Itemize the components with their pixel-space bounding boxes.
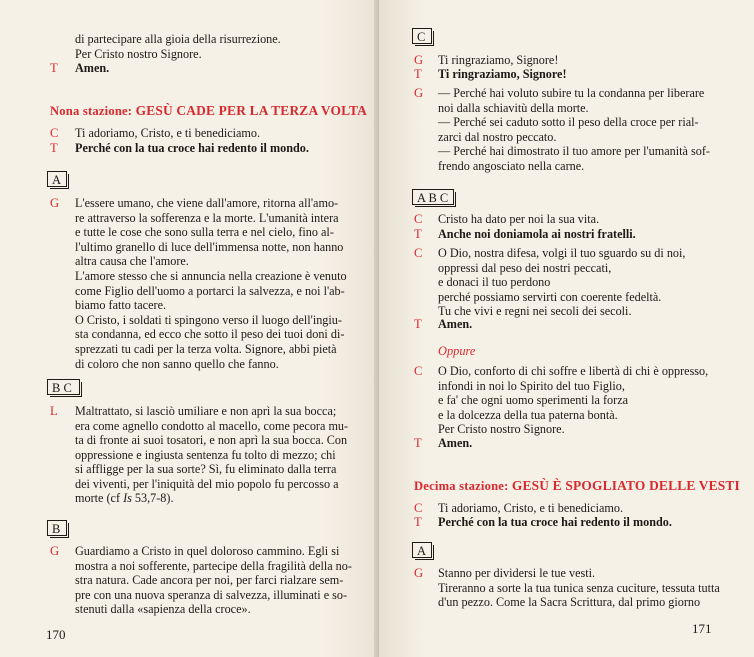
text-line: ta di fronte ai suoi tosatori, e non aprì la sua bocca. Con bbox=[75, 433, 348, 448]
section-box-c: C bbox=[412, 28, 432, 44]
text-line: sprezzati tu cadi per la terza volta. Signore, abbi pietà bbox=[75, 341, 337, 356]
ringrazio-response: Ti ringraziamo, Signore! bbox=[438, 67, 567, 81]
text-line: — Perché hai voluto subire tu la condanna per liberare bbox=[438, 86, 705, 100]
oppure-rubric: Oppure bbox=[438, 344, 476, 358]
station-prefix: Decima stazione: bbox=[414, 479, 509, 493]
text-line: Tireranno a sorte la tua tunica senza cuciture, tessuta tutta bbox=[438, 580, 720, 595]
reading-block-b bbox=[75, 544, 357, 617]
text-line: altra causa che l'amore. bbox=[75, 254, 189, 269]
intro-line-1: di partecipare alla gioia della risurrezione. bbox=[75, 32, 281, 46]
text-line: O Dio, nostra difesa, volgi il tuo sguardo su di noi, bbox=[438, 246, 686, 260]
section-box-a: A bbox=[47, 171, 67, 187]
text-line: e la dolcezza della tua paterna bontà. bbox=[438, 407, 618, 422]
c-label: C bbox=[414, 501, 423, 515]
text-line: stenuti dalla «sapienza della croce». bbox=[75, 602, 251, 617]
prayer-block-2 bbox=[438, 364, 708, 437]
text-line: Maltrattato, si lasciò umiliare e non aprì la sua bocca; bbox=[75, 404, 337, 418]
reading-block-bc bbox=[75, 404, 357, 492]
text-line: infondi in noi lo Spirito del tuo Figlio, bbox=[438, 378, 625, 393]
intro-line-2: Per Cristo nostro Signore. bbox=[75, 46, 202, 61]
text-line: — Perché hai dimostrato il tuo amore per l'umanità sof- bbox=[438, 144, 710, 159]
c-label: C bbox=[414, 212, 423, 226]
text-line: dei viventi, per l'iniquità del mio popolo fu percosso a bbox=[75, 476, 339, 491]
adoriamo-response: Perché con la tua croce hai redento il mondo. bbox=[75, 141, 309, 155]
text-line: oppressione e ingiusta sentenza fu tolto di mezzo; chi bbox=[75, 447, 336, 462]
text-line: e donaci il tuo perdono bbox=[438, 275, 551, 290]
g-label: G bbox=[50, 196, 60, 210]
page-number: 170 bbox=[46, 627, 66, 642]
text-line: era come agnello condotto al macello, come pecora mu- bbox=[75, 418, 349, 433]
page-number: 171 bbox=[692, 621, 712, 636]
g-label: G bbox=[414, 53, 424, 67]
text-line: come Figlio dell'uomo a portarci la salvezza, e noi l'ab- bbox=[75, 283, 345, 298]
text-line: perché possiamo servirti con coerente fedeltà. bbox=[438, 289, 662, 304]
cristo-response: Anche noi doniamola ai nostri fratelli. bbox=[438, 227, 636, 241]
amen-response: Amen. bbox=[438, 436, 473, 450]
cristo-text: Cristo ha dato per noi la sua vita. bbox=[438, 212, 600, 226]
t-label: T bbox=[414, 227, 422, 241]
station-title: GESÙ È SPOGLIATO DELLE VESTI bbox=[511, 478, 740, 493]
g-label: G bbox=[414, 86, 424, 100]
text-line: L'amore stesso che si annuncia nella creazione è venuto bbox=[75, 268, 347, 283]
ref-prefix: morte (cf bbox=[75, 491, 121, 505]
scripture-ref-line bbox=[75, 491, 174, 506]
c-label: C bbox=[50, 126, 59, 140]
t-label: T bbox=[414, 67, 422, 81]
text-line: e fa' che ogni uomo sperimenti la forza bbox=[438, 393, 629, 408]
text-line: Stanno per dividersi le tue vesti. bbox=[438, 566, 596, 580]
text-line: Per Cristo nostro Signore. bbox=[438, 422, 565, 437]
text-line: oppressi dal peso dei nostri peccati, bbox=[438, 260, 612, 275]
station-heading bbox=[414, 478, 740, 494]
station-prefix: Nona stazione: bbox=[50, 104, 133, 118]
reading-block-a bbox=[75, 196, 357, 371]
g-label: G bbox=[50, 544, 60, 558]
text-line: e tutte le cose che sono sulla terra e nel cielo, fino al- bbox=[75, 225, 334, 240]
text-line: zarci dal nostro peccato. bbox=[438, 129, 557, 144]
section-box-bc: B C bbox=[47, 379, 80, 395]
text-line: L'essere umano, che viene dall'amore, ritorna all'amo- bbox=[75, 196, 339, 210]
adoriamo-text: Ti adoriamo, Cristo, e ti benediciamo. bbox=[75, 126, 261, 140]
text-line: O Dio, conforto di chi soffre e libertà di chi è oppresso, bbox=[438, 364, 709, 378]
text-line: frendo angosciato nella carne. bbox=[438, 158, 585, 173]
text-line: sta condanna, ed ecco che sotto il peso dei tuoi doni di- bbox=[75, 327, 345, 342]
section-box-abc: A B C bbox=[412, 189, 454, 205]
adoriamo-text: Ti adoriamo, Cristo, e ti benediciamo. bbox=[438, 501, 624, 515]
station-title: GESÙ CADE PER LA TERZA VOLTA bbox=[135, 103, 368, 118]
text-line: di coloro che non sanno quello che fanno. bbox=[75, 356, 279, 371]
reading-block-a bbox=[438, 566, 729, 610]
prayer-block-1 bbox=[438, 246, 685, 319]
station-heading bbox=[50, 103, 367, 119]
text-line: mostra a noi sofferente, partecipe della fragilità della no- bbox=[75, 558, 352, 573]
text-line: noi dalla schiavitù della morte. bbox=[438, 100, 589, 115]
text-line: Guardiamo a Cristo in quel doloroso cammino. Egli si bbox=[75, 544, 340, 558]
text-line: Tu che vivi e regni nei secoli dei secoli. bbox=[438, 304, 632, 319]
litany-block bbox=[438, 86, 729, 174]
text-line: d'un pezzo. Come la Sacra Scrittura, dal primo giorno bbox=[438, 595, 701, 610]
amen-response: Amen. bbox=[75, 61, 110, 75]
text-line: — Perché sei caduto sotto il peso della croce per rial- bbox=[438, 115, 699, 130]
text-line: pre con una nuova speranza di salvezza, illuminati e so- bbox=[75, 587, 348, 602]
c-label: C bbox=[414, 246, 423, 260]
adoriamo-response: Perché con la tua croce hai redento il mondo. bbox=[438, 515, 672, 529]
g-label: G bbox=[414, 566, 424, 580]
amen-response: Amen. bbox=[438, 317, 473, 331]
ref-book: Is bbox=[123, 491, 132, 505]
right-page bbox=[379, 0, 754, 657]
section-box-a: A bbox=[412, 542, 432, 558]
t-label: T bbox=[414, 515, 422, 529]
text-line: re attraverso la sofferenza e la morte. L'umanità intera bbox=[75, 210, 339, 225]
text-line: stra natura. Cade ancora per noi, per farci rialzare sem- bbox=[75, 573, 344, 588]
intro-text bbox=[75, 32, 281, 61]
text-line: l'ultimo granello di luce dell'immensa notte, non hanno bbox=[75, 239, 344, 254]
c-label: C bbox=[414, 364, 423, 378]
text-line: biamo fatto tacere. bbox=[75, 298, 167, 313]
t-label: T bbox=[414, 436, 422, 450]
text-line: O Cristo, i soldati ti spingono verso il luogo dell'ingiu- bbox=[75, 312, 342, 327]
l-label: L bbox=[50, 404, 58, 418]
section-box-b: B bbox=[47, 520, 67, 536]
text-line: si affligge per la sua sorte? Sì, fu eliminato dalla terra bbox=[75, 462, 337, 477]
ringrazio-text: Ti ringraziamo, Signore! bbox=[438, 53, 559, 67]
ref-verse: 53,7-8). bbox=[134, 491, 174, 505]
t-label: T bbox=[414, 317, 422, 331]
t-label: T bbox=[50, 61, 58, 75]
t-label: T bbox=[50, 141, 58, 155]
